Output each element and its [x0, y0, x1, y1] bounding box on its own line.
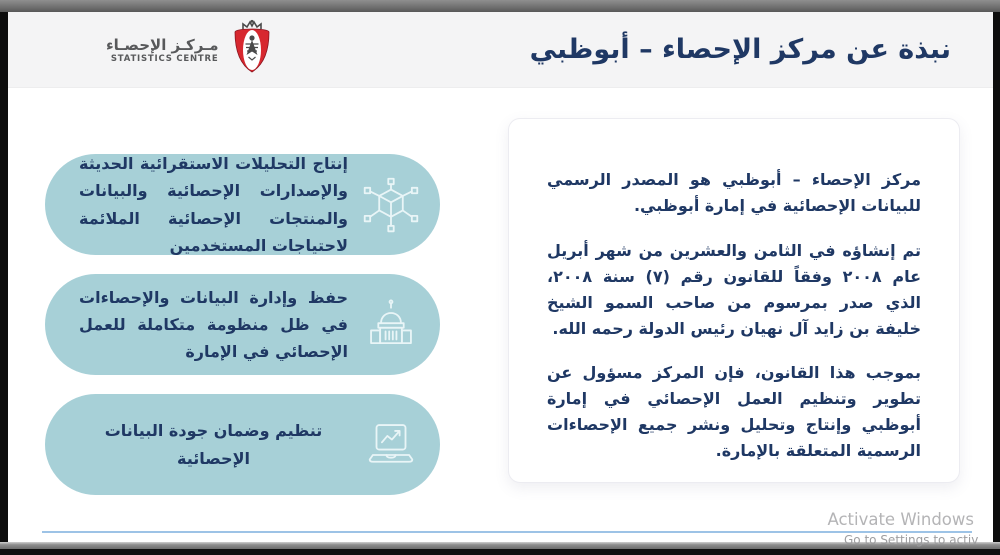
about-paragraph-2: تم إنشاؤه في الثامن والعشرين من شهر أبريل عام ٢٠٠٨ وفقاً للقانون رقم (٧) سنة ٢٠٠٨، الذي صدر بمرسوم من صاحب السمو الشيخ خليفة بن زايد آل نهيان رئيس الدولة رحمه الله.	[547, 240, 922, 338]
statistics-centre-logo	[106, 19, 277, 81]
government-building-icon	[362, 296, 420, 354]
logo-english-name: STATISTICS CENTRE	[110, 53, 219, 64]
window-top-bar	[0, 0, 1000, 12]
objective-pill-analytics	[45, 154, 440, 255]
laptop-chart-icon	[362, 416, 420, 474]
activate-windows-watermark: Activate Windows	[827, 510, 974, 529]
about-card	[508, 118, 960, 483]
objective-pill-quality	[45, 394, 440, 495]
window-bottom-edge	[0, 549, 1000, 555]
logo-text	[106, 36, 218, 64]
objectives-list	[45, 154, 440, 495]
objective-text: إنتاج التحليلات الاستقرائية الحديثة والإصدارات الإحصائية والبيانات والمنتجات الإحصائية الملائمة لاحتياجات المستخدمين	[79, 154, 348, 255]
objective-text: حفظ وإدارة البيانات والإحصاءات في ظل منظومة متكاملة للعمل الإحصائي في الإمارة	[79, 287, 348, 362]
about-paragraph-1: مركز الإحصاء – أبوظبي هو المصدر الرسمي للبيانات الإحصائية في إمارة أبوظبي.	[547, 170, 921, 215]
page-title: نبذة عن مركز الإحصاء – أبوظبي	[529, 34, 951, 65]
slide	[8, 12, 993, 543]
bottom-accent-line	[42, 531, 972, 533]
network-cube-icon	[362, 176, 420, 234]
abu-dhabi-falcon-emblem-icon	[227, 19, 277, 81]
slide-body	[8, 88, 993, 543]
logo-arabic-name: مـركـز الإحصـاء	[106, 35, 219, 54]
objective-text: تنظيم وضمان جودة البيانات الإحصائية	[104, 421, 323, 468]
activate-windows-subtext: Go to Settings to activ	[844, 533, 979, 547]
objective-pill-data-management	[45, 274, 440, 375]
about-paragraph-3: بموجب هذا القانون، فإن المركز مسؤول عن تطوير وتنظيم العمل الإحصائي في إمارة أبوظبي وإنتاج وتحليل ونشر جميع الإحصاءات الرسمية المتعلقة بالإمارة.	[547, 363, 921, 461]
slide-header	[8, 12, 993, 88]
